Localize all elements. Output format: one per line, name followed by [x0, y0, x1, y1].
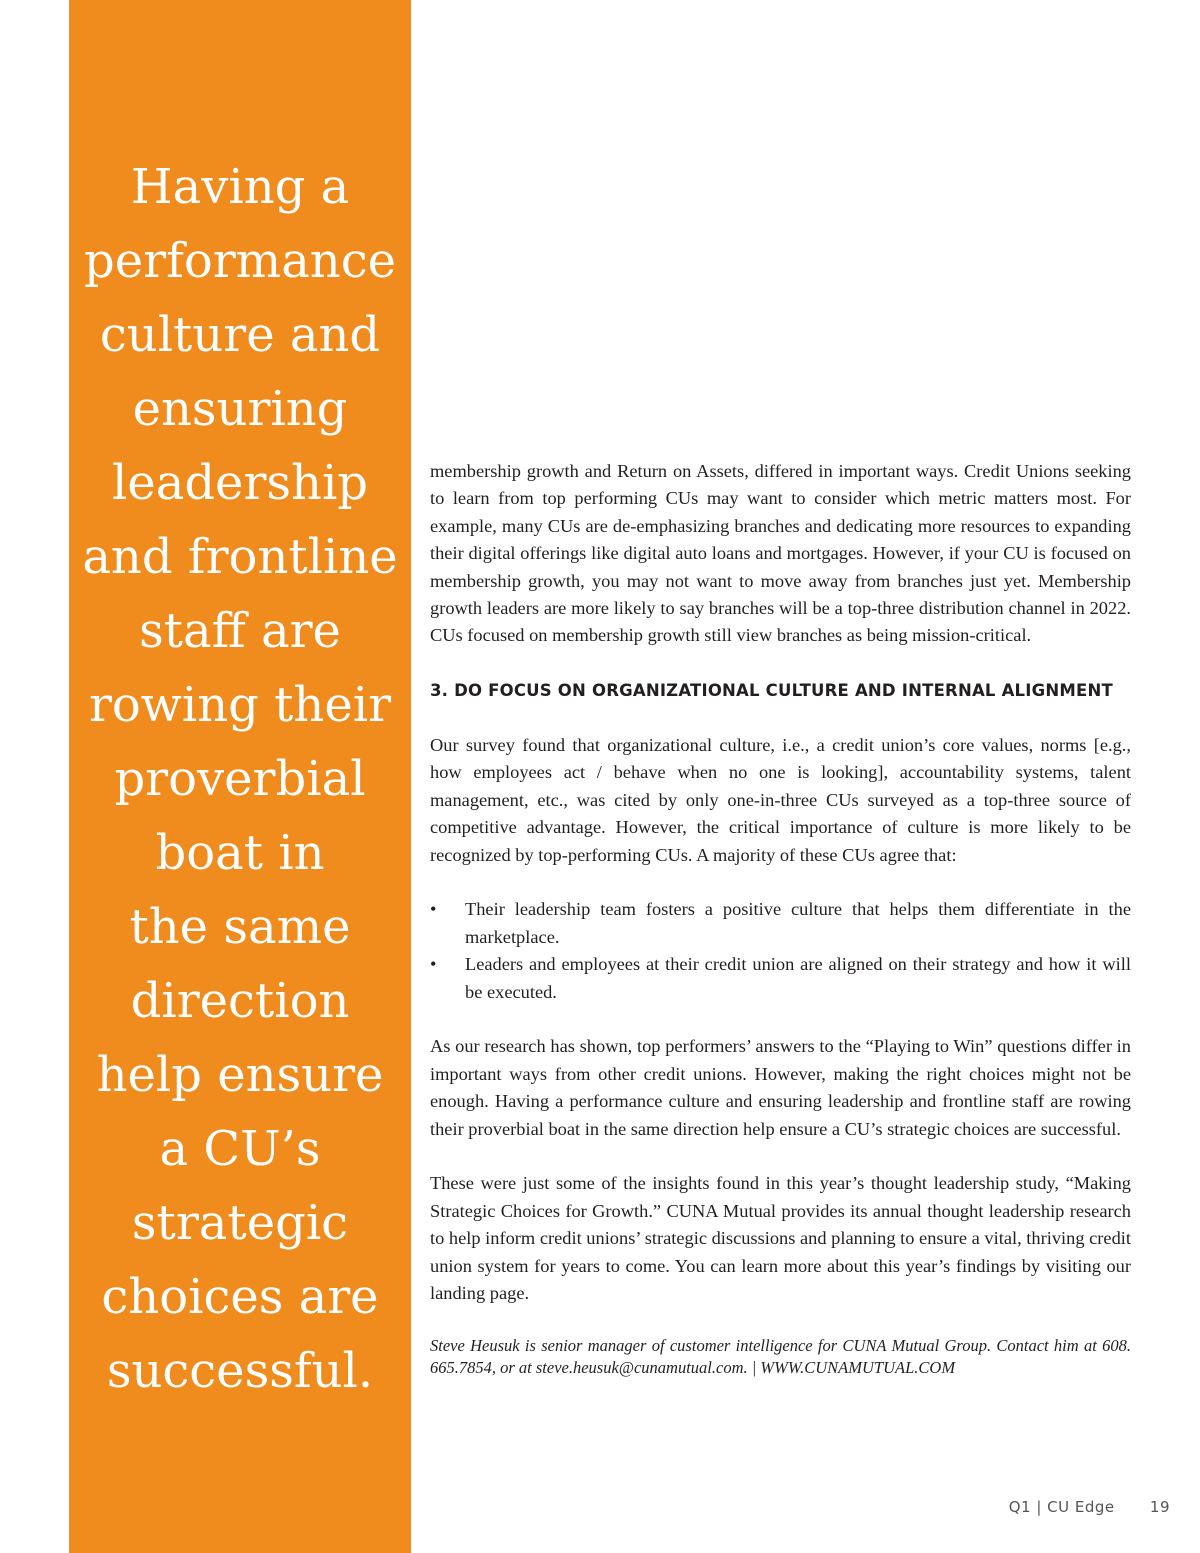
pull-quote-line: leadership — [111, 455, 369, 511]
pull-quote-line: choices are — [101, 1269, 379, 1325]
page-number: 19 — [1149, 1498, 1170, 1516]
article-body — [430, 458, 1131, 1406]
paragraph-insights: These were just some of the insights found in this year’s thought leadership study, “Making Strategic Choices for Growth.” CUNA Mutual provides its annual thought leadership research to help inform credit unions’ strategic discussions and planning to ensure a vital, thriving credit union system for years to come. You can learn more about this year’s findings by visiting our landing page. — [430, 1173, 1131, 1304]
pull-quote-line: successful. — [106, 1343, 374, 1399]
pull-quote-line: Having a — [130, 159, 350, 215]
pull-quote-line: proverbial — [114, 751, 366, 807]
paragraph-intro: membership growth and Return on Assets, differed in important ways. Credit Unions seeking to learn from top performing CUs may want to consider which metric matters most. For example, many CUs are de-emphasizing branches and dedicating more resources to expanding their digital offerings like digital auto loans and mortgages. However, if your CU is focused on membership growth, you may not want to move away from branches just yet. Membership growth leaders are more likely to say branches will be a top-three distribution channel in 2022. CUs focused on membership growth still view branches as being mission-critical. — [430, 461, 1131, 646]
paragraph-survey: Our survey found that organizational culture, i.e., a credit union’s core values, norms [e.g., how employees act / behave when no one is looking], accountability systems, talent management, etc., was cited by only one-in-three CUs surveyed as a top-three source of competitive advantage. However, the critical importance of culture is more likely to be recognized by top-performing CUs. A majority of these CUs agree that: — [430, 735, 1131, 865]
publication-label: Q1 | CU Edge — [1008, 1498, 1115, 1516]
pull-quote-line: culture and — [99, 307, 381, 363]
pull-quote-line: strategic — [131, 1195, 349, 1251]
pull-quote-line: rowing their — [88, 677, 392, 733]
list-item — [430, 896, 1131, 951]
pull-quote-line: staff are — [139, 603, 341, 659]
page-footer — [1009, 1498, 1170, 1516]
pull-quote-line: and frontline — [82, 529, 398, 585]
section-heading: 3. DO FOCUS ON ORGANIZATIONAL CULTURE AND INTERNAL ALIGNMENT — [430, 681, 1113, 701]
pull-quote-line: direction — [130, 973, 350, 1029]
pull-quote-line: boat in — [155, 825, 325, 881]
bullet-list — [430, 896, 1131, 1006]
author-byline: Steve Heusuk is senior manager of customer intelligence for CUNA Mutual Group. Contact him at 608. 665.7854, or at steve.heusuk@cunamutual.com. | WWW.CUNAMUTUAL.COM — [430, 1335, 1131, 1377]
pull-quote-line: performance — [83, 233, 397, 289]
paragraph-research: As our research has shown, top performers’ answers to the “Playing to Win” questions differ in important ways from other credit unions. However, making the right choices might not be enough. Having a performance culture and ensuring leadership and frontline staff are rowing their proverbial boat in the same direction help ensure a CU’s strategic choices are successful. — [430, 1036, 1131, 1139]
bullet-icon: • — [430, 954, 437, 975]
pull-quote-line: a CU’s — [159, 1121, 321, 1177]
list-item-text: Their leadership team fosters a positive culture that helps them differentiate in the marketplace. — [465, 899, 1131, 947]
list-item — [430, 951, 1131, 1006]
pull-quote-line: help ensure — [96, 1047, 384, 1103]
pull-quote-line: the same — [129, 899, 351, 955]
list-item-text: Leaders and employees at their credit union are aligned on their strategy and how it will be executed. — [465, 954, 1131, 1002]
bullet-icon: • — [430, 899, 437, 920]
pull-quote-line: ensuring — [132, 381, 348, 437]
pull-quote — [69, 150, 411, 1408]
sidebar-panel — [69, 0, 411, 1553]
